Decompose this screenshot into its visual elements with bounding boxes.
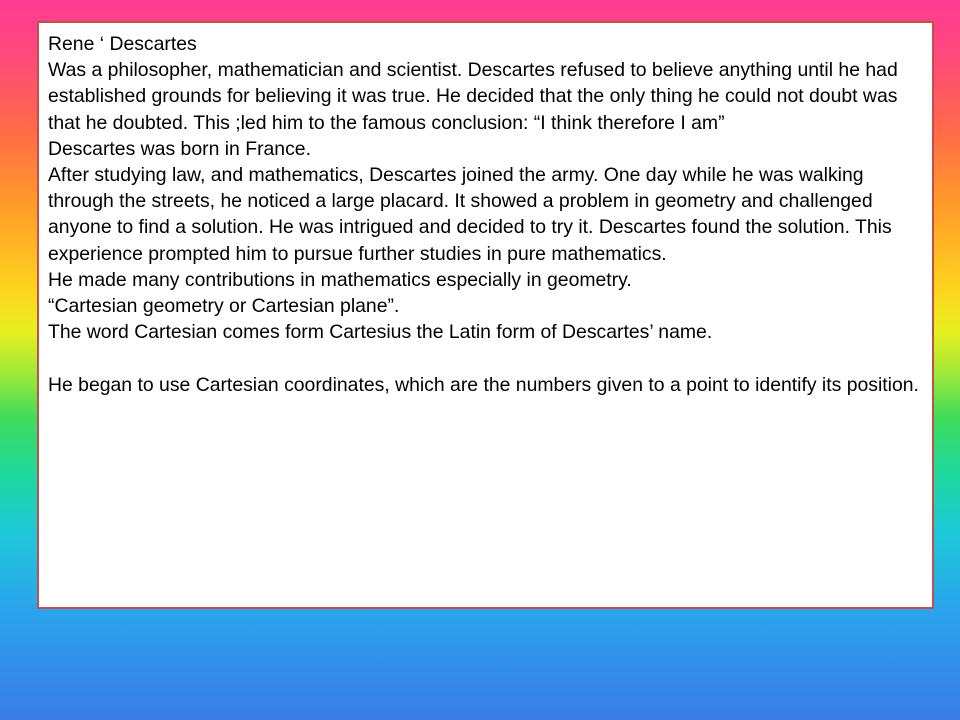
- paragraph-cartesius: The word Cartesian comes form Cartesius the Latin form of Descartes’ name.: [48, 321, 713, 344]
- blank-line: [48, 345, 924, 371]
- paragraph-army-placard: After studying law, and mathematics, Descartes joined the army. One day while he was walking through the streets, he noticed a large placard. It showed a problem in geometry and challenged anyone to find a solution. He was intrigued and decided to try it. Descartes found the solution. This experience prompted him to pursue further studies in pure mathematics.: [48, 164, 892, 265]
- paragraph-coordinates: He began to use Cartesian coordinates, which are the numbers given to a point to identify its position.: [48, 373, 919, 396]
- paragraph-philosopher: Was a philosopher, mathematician and scientist. Descartes refused to believe anything until he had established grounds for believing it was true. He decided that the only thing he could not doubt was that he doubted. This ;led him to the famous conclusion: “I think therefore I am”: [48, 59, 898, 134]
- title-line: Rene ‘ Descartes: [48, 33, 197, 55]
- content-text-box: [37, 21, 934, 609]
- paragraph-contributions: He made many contributions in mathematics especially in geometry.: [48, 268, 632, 291]
- paragraph-cartesian-plane: “Cartesian geometry or Cartesian plane”.: [48, 295, 400, 318]
- paragraph-born-france: Descartes was born in France.: [48, 137, 311, 160]
- text-body: [48, 31, 924, 398]
